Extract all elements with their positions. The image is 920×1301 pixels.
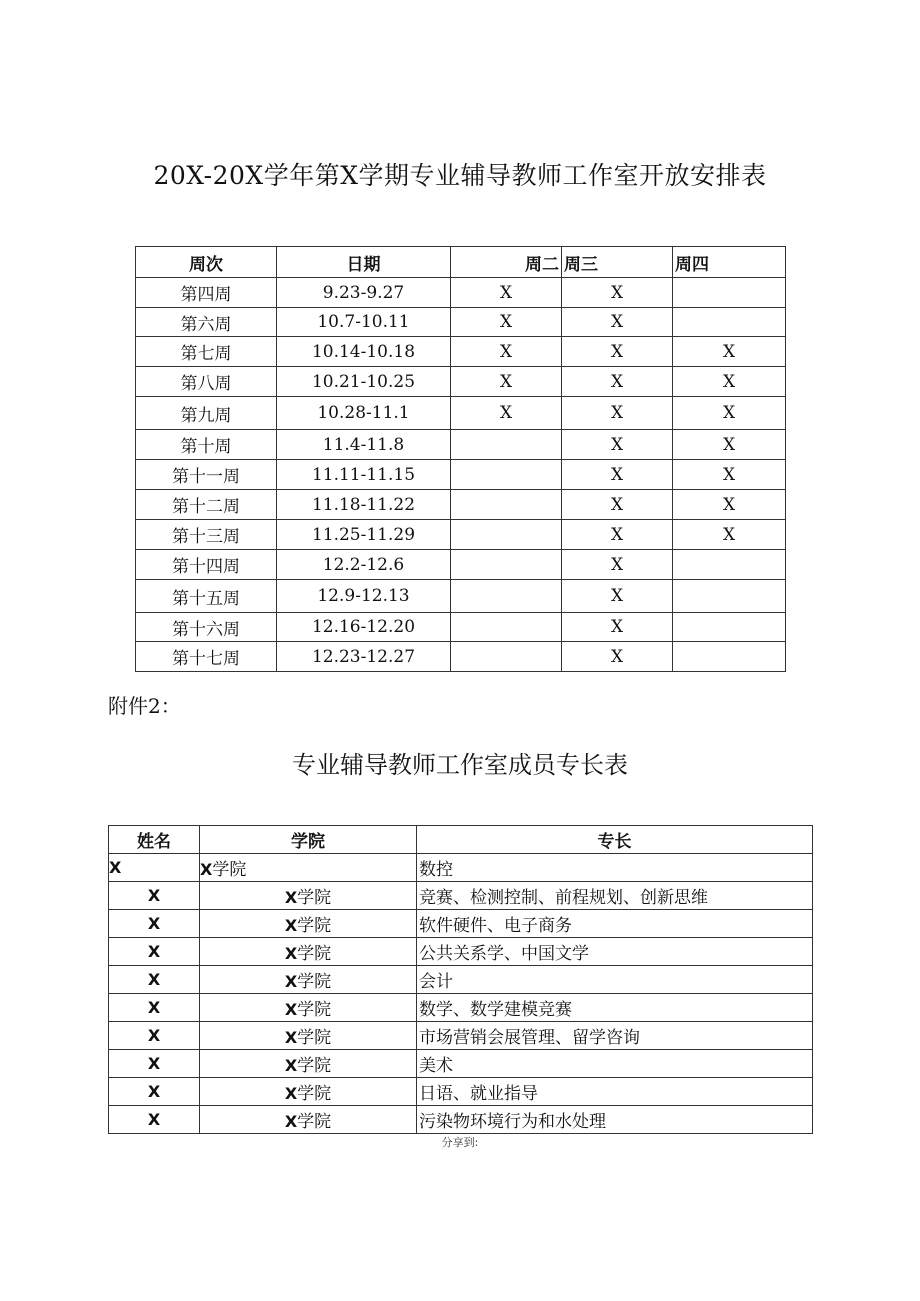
schedule-cell-wed: X — [562, 550, 673, 580]
member-name-value: X — [147, 913, 161, 933]
schedule-cell-date: 9.23-9.27 — [277, 278, 451, 308]
member-college-prefix: X — [284, 1084, 298, 1103]
schedule-cell-date: 12.9-12.13 — [277, 580, 451, 613]
schedule-cell-tue — [451, 613, 562, 642]
schedule-cell-tue — [451, 490, 562, 520]
schedule-cell-thu: X — [673, 397, 786, 430]
member-row — [109, 1106, 813, 1134]
schedule-cell-thu — [673, 580, 786, 613]
schedule-cell-week: 第四周 — [136, 278, 277, 308]
member-name-value: X — [147, 1109, 161, 1129]
schedule-cell-date: 10.28-11.1 — [277, 397, 451, 430]
schedule-cell-week: 第十周 — [136, 430, 277, 460]
member-specialty: 软件硬件、电子商务 — [417, 910, 813, 938]
schedule-cell-date: 10.14-10.18 — [277, 337, 451, 367]
header-specialty: 专长 — [417, 826, 813, 854]
schedule-cell-date: 10.7-10.11 — [277, 308, 451, 337]
member-specialty: 市场营销会展管理、留学咨询 — [417, 1022, 813, 1050]
member-row — [109, 882, 813, 910]
member-row — [109, 994, 813, 1022]
schedule-cell-date: 11.4-11.8 — [277, 430, 451, 460]
schedule-cell-wed: X — [562, 337, 673, 367]
member-name — [109, 882, 200, 910]
member-row — [109, 938, 813, 966]
schedule-cell-wed: X — [562, 490, 673, 520]
schedule-cell-date: 12.16-12.20 — [277, 613, 451, 642]
member-college-prefix: X — [200, 860, 213, 879]
member-specialty: 数学、数学建模竞赛 — [417, 994, 813, 1022]
schedule-cell-week: 第十四周 — [136, 550, 277, 580]
schedule-cell-wed: X — [562, 278, 673, 308]
schedule-row — [136, 430, 786, 460]
schedule-cell-thu: X — [673, 430, 786, 460]
schedule-cell-thu: X — [673, 520, 786, 550]
schedule-row — [136, 550, 786, 580]
member-college-prefix: X — [284, 1000, 298, 1019]
member-college — [200, 966, 417, 994]
members-title: 专业辅导教师工作室成员专长表 — [292, 751, 628, 779]
schedule-cell-tue — [451, 580, 562, 613]
schedule-cell-week: 第八周 — [136, 367, 277, 397]
member-name-value: X — [147, 1081, 161, 1101]
member-college — [200, 1078, 417, 1106]
member-name — [109, 966, 200, 994]
member-college-suffix: 学院 — [297, 944, 332, 964]
schedule-row — [136, 278, 786, 308]
schedule-cell-week: 第十三周 — [136, 520, 277, 550]
member-college-suffix: 学院 — [297, 1056, 332, 1076]
member-college-suffix: 学院 — [297, 972, 332, 992]
header-tue: 周二 — [451, 247, 562, 278]
schedule-cell-thu — [673, 278, 786, 308]
schedule-cell-wed: X — [562, 520, 673, 550]
schedule-row — [136, 460, 786, 490]
schedule-cell-wed: X — [562, 613, 673, 642]
member-specialty: 会计 — [417, 966, 813, 994]
member-college-suffix: 学院 — [297, 888, 332, 908]
schedule-row — [136, 308, 786, 337]
member-college-suffix: 学院 — [297, 1000, 332, 1020]
member-college-prefix: X — [284, 888, 298, 907]
schedule-row — [136, 397, 786, 430]
schedule-row — [136, 490, 786, 520]
schedule-cell-thu — [673, 550, 786, 580]
schedule-cell-tue — [451, 430, 562, 460]
schedule-cell-thu — [673, 642, 786, 672]
schedule-cell-tue — [451, 550, 562, 580]
schedule-cell-tue: X — [451, 397, 562, 430]
schedule-row — [136, 520, 786, 550]
member-name-value: X — [147, 885, 161, 905]
member-name — [109, 1022, 200, 1050]
schedule-cell-week: 第十二周 — [136, 490, 277, 520]
member-name-value: X — [147, 1053, 161, 1073]
schedule-cell-week: 第十七周 — [136, 642, 277, 672]
schedule-cell-week: 第十六周 — [136, 613, 277, 642]
header-thu: 周四 — [673, 247, 786, 278]
schedule-cell-wed: X — [562, 397, 673, 430]
member-college-suffix: 学院 — [212, 860, 247, 880]
schedule-row — [136, 642, 786, 672]
schedule-cell-thu: X — [673, 367, 786, 397]
member-college — [200, 854, 417, 882]
member-row — [109, 1022, 813, 1050]
schedule-cell-wed: X — [562, 430, 673, 460]
member-college — [200, 1022, 417, 1050]
schedule-cell-date: 12.2-12.6 — [277, 550, 451, 580]
schedule-table — [135, 246, 786, 672]
schedule-cell-tue: X — [451, 367, 562, 397]
schedule-cell-tue — [451, 642, 562, 672]
schedule-cell-week: 第七周 — [136, 337, 277, 367]
member-college — [200, 910, 417, 938]
schedule-cell-wed: X — [562, 580, 673, 613]
member-college-suffix: 学院 — [297, 1028, 332, 1048]
member-name — [109, 910, 200, 938]
share-label: 分享到: — [441, 1136, 479, 1149]
schedule-cell-week: 第六周 — [136, 308, 277, 337]
member-name — [109, 854, 200, 882]
member-college-prefix: X — [284, 944, 298, 963]
schedule-row — [136, 337, 786, 367]
schedule-cell-date: 11.18-11.22 — [277, 490, 451, 520]
member-college — [200, 1050, 417, 1078]
member-name-value: X — [109, 857, 122, 877]
schedule-cell-tue: X — [451, 308, 562, 337]
schedule-cell-week: 第九周 — [136, 397, 277, 430]
member-row — [109, 910, 813, 938]
member-college-suffix: 学院 — [297, 1084, 332, 1104]
member-college — [200, 994, 417, 1022]
header-week: 周次 — [136, 247, 277, 278]
member-specialty: 美术 — [417, 1050, 813, 1078]
member-row — [109, 1078, 813, 1106]
member-college-prefix: X — [284, 1056, 298, 1075]
schedule-cell-wed: X — [562, 367, 673, 397]
header-date: 日期 — [277, 247, 451, 278]
schedule-cell-week: 第十一周 — [136, 460, 277, 490]
header-college: 学院 — [200, 826, 417, 854]
schedule-row — [136, 613, 786, 642]
member-row — [109, 966, 813, 994]
member-row — [109, 1050, 813, 1078]
schedule-cell-thu: X — [673, 337, 786, 367]
attachment-label: 附件2： — [108, 694, 181, 718]
member-name-value: X — [147, 1025, 161, 1045]
member-specialty: 污染物环境行为和水处理 — [417, 1106, 813, 1134]
member-name-value: X — [147, 997, 161, 1017]
member-name — [109, 994, 200, 1022]
member-name-value: X — [147, 969, 161, 989]
member-name — [109, 1078, 200, 1106]
member-row — [109, 854, 813, 882]
header-wed: 周三 — [562, 247, 673, 278]
schedule-row — [136, 367, 786, 397]
schedule-cell-date: 10.21-10.25 — [277, 367, 451, 397]
member-college-suffix: 学院 — [297, 916, 332, 936]
schedule-cell-thu: X — [673, 490, 786, 520]
member-specialty: 公共关系学、中国文学 — [417, 938, 813, 966]
member-college — [200, 938, 417, 966]
member-college-prefix: X — [284, 916, 298, 935]
member-specialty: 竞赛、检测控制、前程规划、创新思维 — [417, 882, 813, 910]
member-name — [109, 1050, 200, 1078]
schedule-cell-tue — [451, 520, 562, 550]
schedule-cell-date: 11.25-11.29 — [277, 520, 451, 550]
schedule-cell-tue — [451, 460, 562, 490]
schedule-cell-thu — [673, 613, 786, 642]
schedule-cell-tue: X — [451, 337, 562, 367]
member-college-prefix: X — [284, 972, 298, 991]
schedule-cell-thu — [673, 308, 786, 337]
member-college-prefix: X — [284, 1028, 298, 1047]
member-name — [109, 938, 200, 966]
schedule-header-row — [136, 247, 786, 278]
schedule-cell-wed: X — [562, 308, 673, 337]
schedule-cell-tue: X — [451, 278, 562, 308]
schedule-cell-date: 12.23-12.27 — [277, 642, 451, 672]
member-college-suffix: 学院 — [297, 1112, 332, 1132]
schedule-row — [136, 580, 786, 613]
schedule-cell-wed: X — [562, 642, 673, 672]
schedule-cell-week: 第十五周 — [136, 580, 277, 613]
members-table — [108, 825, 813, 1134]
member-name-value: X — [147, 941, 161, 961]
page-title: 20X-20X学年第X学期专业辅导教师工作室开放安排表 — [153, 161, 767, 190]
member-college — [200, 1106, 417, 1134]
member-name — [109, 1106, 200, 1134]
header-name: 姓名 — [109, 826, 200, 854]
member-specialty: 数控 — [417, 854, 813, 882]
schedule-cell-thu: X — [673, 460, 786, 490]
schedule-cell-wed: X — [562, 460, 673, 490]
members-header-row — [109, 826, 813, 854]
schedule-cell-date: 11.11-11.15 — [277, 460, 451, 490]
member-specialty: 日语、就业指导 — [417, 1078, 813, 1106]
member-college-prefix: X — [284, 1112, 298, 1131]
member-college — [200, 882, 417, 910]
